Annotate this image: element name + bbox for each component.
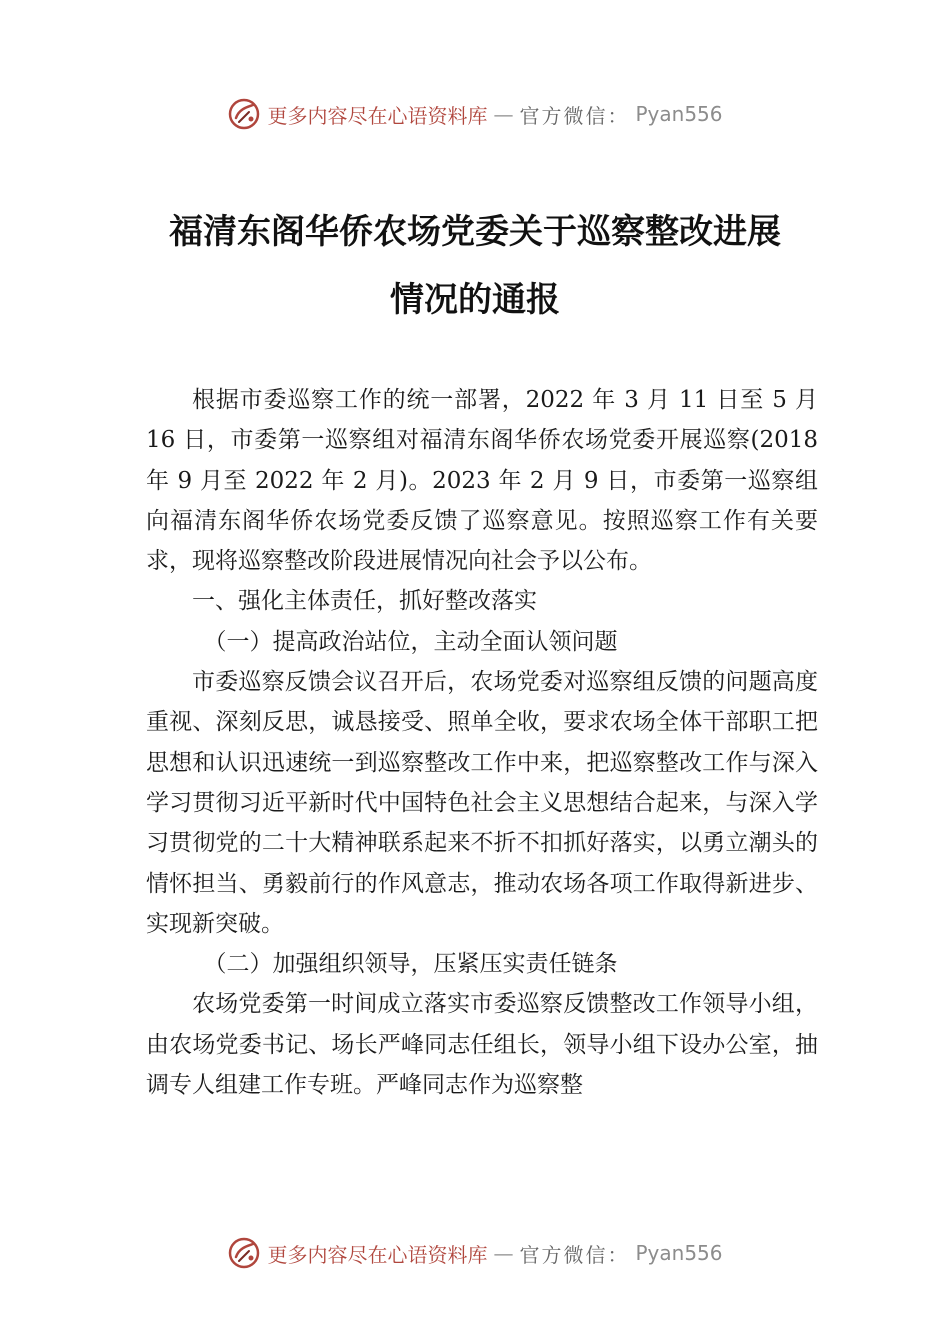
watermark-account: Pyan556: [635, 102, 723, 126]
watermark-brand: 更多内容尽在心语资料库: [267, 1242, 488, 1267]
document-title-line-2: 情况的通报: [390, 280, 560, 320]
watermark-separator: —: [493, 102, 514, 126]
header-watermark: [0, 94, 950, 134]
subsection-heading-1: （一）提高政治站位，主动全面认领问题: [203, 628, 618, 655]
subsection-heading-2: （二）加强组织领导，压紧压实责任链条: [203, 951, 618, 978]
paragraph-section-1-1: 市委巡察反馈会议召开后，农场党委对巡察组反馈的问题高度重视、深刻反思，诚恳接受、照单全收，要求农场全体干部职工把思想和认识迅速统一到巡察整改工作中来，把巡察整改工作与深入学习贯彻习近平新时代中国特色社会主义思想结合起来，与深入学习贯彻党的二十大精神联系起来不折不扣抓好落实，以勇立潮头的情怀担当、勇毅前行的作风意志，推动农场各项工作取得新进步、实现新突破。: [146, 669, 818, 937]
paragraph-intro: 根据市委巡察工作的统一部署，2022 年 3 月 11 日至 5 月 16 日，市委第一巡察组对福清东阁华侨农场党委开展巡察(2018 年 9 月至 2022 年 2 月)。2023 年 2 月 9 日，市委第一巡察组向福清东阁华侨农场党委反馈了巡察意见。按照巡察工作有关要求，现将巡察整改阶段进展情况向社会予以公布。: [146, 387, 818, 575]
watermark-label: 官方微信：: [519, 1242, 630, 1267]
watermark-account: Pyan556: [635, 1241, 723, 1265]
watermark-separator: —: [493, 1241, 514, 1265]
watermark-label: 官方微信：: [519, 103, 630, 128]
footer-watermark: [0, 1233, 950, 1273]
watermark-brand: 更多内容尽在心语资料库: [267, 103, 488, 128]
brand-logo-icon: [227, 1236, 261, 1270]
section-heading-1: 一、强化主体责任，抓好整改落实: [192, 588, 537, 615]
brand-logo-icon: [227, 97, 261, 131]
document-body: [146, 380, 818, 1105]
paragraph-section-1-2: 农场党委第一时间成立落实市委巡察反馈整改工作领导小组，由农场党委书记、场长严峰同志任组长，领导小组下设办公室，抽调专人组建工作专班。严峰同志作为巡察整: [146, 991, 818, 1099]
document-title-line-1: 福清东阁华侨农场党委关于巡察整改进展: [169, 212, 781, 252]
